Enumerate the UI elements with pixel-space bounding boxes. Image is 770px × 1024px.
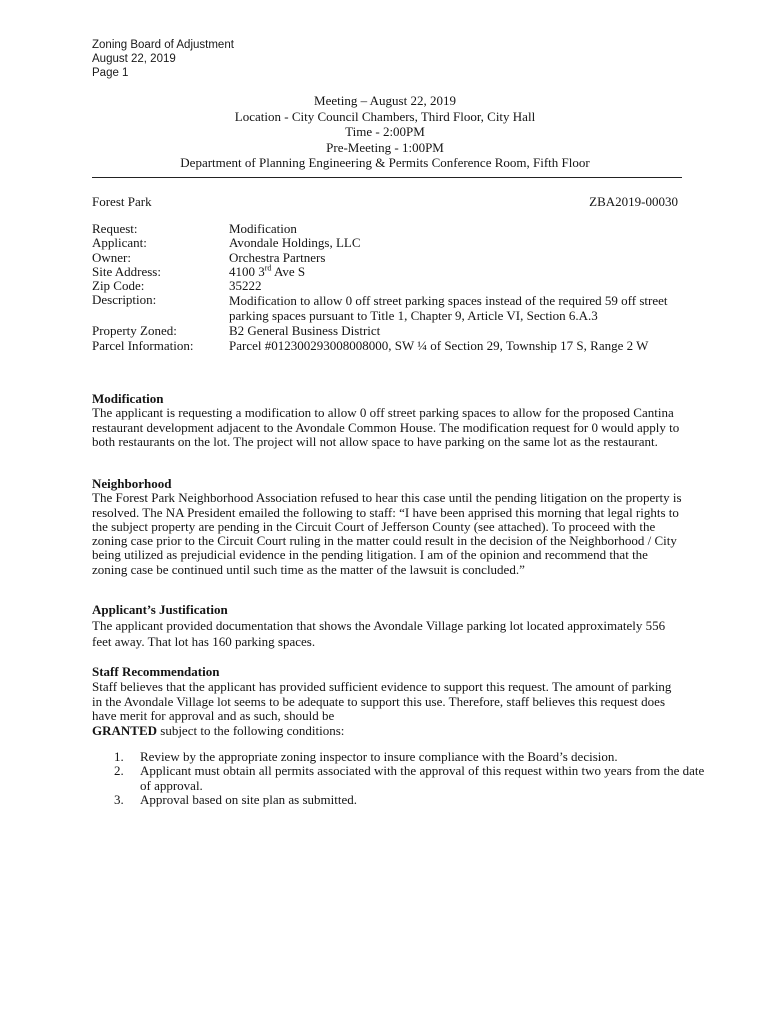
owner-label: Owner: (92, 249, 131, 265)
request-value: Modification (229, 221, 297, 236)
parcel-row (92, 339, 684, 353)
address-label: Site Address: (92, 263, 161, 279)
address-number: 4100 3 (229, 263, 265, 279)
condition-item (114, 793, 714, 807)
recommendation-heading: Staff Recommendation (92, 664, 220, 679)
address-street: Ave S (271, 263, 306, 279)
address-row (92, 265, 684, 279)
condition-number: 3. (114, 792, 124, 808)
zip-row (92, 279, 684, 293)
pre-meeting-time: Pre-Meeting - 1:00PM (326, 139, 444, 155)
page-header (92, 38, 234, 80)
address-value (229, 265, 684, 279)
applicant-row (92, 236, 684, 250)
modification-section (92, 392, 684, 449)
condition-item (114, 764, 714, 793)
condition-text: Review by the appropriate zoning inspector to insure compliance with the Board’s decision. (140, 749, 618, 764)
owner-row (92, 251, 684, 265)
granted-text: GRANTED (92, 723, 158, 739)
meeting-info (0, 93, 770, 171)
description-row (92, 293, 684, 323)
meeting-location: Location - City Council Chambers, Third Floor, City Hall (234, 108, 536, 124)
parcel-value: Parcel #012300293008008000, SW ¼ of Section 29, Township 17 S, Range 2 W (229, 337, 649, 353)
zip-value: 35222 (229, 278, 262, 294)
meeting-time: Time - 2:00PM (345, 124, 425, 139)
page-number: Page 1 (92, 67, 129, 79)
condition-item (114, 750, 714, 764)
condition-text: Applicant must obtain all permits associated with the approval of this request within two years from the date of approval. (140, 763, 705, 793)
recommendation-section (92, 665, 684, 739)
board-name: Zoning Board of Adjustment (92, 39, 234, 51)
neighborhood-text: The Forest Park Neighborhood Association refused to hear this case until the pending litigation on the property is resolved. The NA President emailed the following to staff: “I have been apprised this morning that legal rights to the subject property are pending in the Circuit Court of Jefferson County (see attached). To proceed with the zoning case prior to the Circuit Court ruling in the matter could result in the decision of the Neighborhood / City being utilized as prejudicial evidence in the pending litigation. I am of the opinion and recommend that the zoning case be continued until such time as the matter of the lawsuit is concluded.” (92, 490, 682, 577)
case-number: ZBA2019-00030 (589, 194, 678, 209)
zoned-value: B2 General Business District (229, 323, 381, 339)
description-value: Modification to allow 0 off street parking spaces instead of the required 59 off street parking spaces pursuant to Title 1, Chapter 9, Article VI, Section 6.A.3 (229, 293, 668, 324)
justification-section (92, 602, 684, 650)
zoned-label: Property Zoned: (92, 323, 177, 339)
zoned-row (92, 324, 684, 338)
recommendation-body: Staff believes that the applicant has provided sufficient evidence to support this request. The amount of parking in the Avondale Village lot seems to be adequate to support this use. Therefore, staff believes this request does have merit for approval and as such, should be (92, 678, 672, 724)
condition-text: Approval based on site plan as submitted. (140, 792, 357, 808)
request-label: Request: (92, 221, 138, 236)
request-row (92, 222, 684, 236)
neighborhood-heading: Neighborhood (92, 476, 172, 491)
parcel-label: Parcel Information: (92, 337, 194, 353)
justification-heading: Applicant’s Justification (92, 602, 228, 617)
modification-heading: Modification (92, 391, 164, 406)
description-label: Description: (92, 292, 157, 308)
neighborhood-section (92, 477, 684, 577)
header-divider (92, 177, 682, 178)
applicant-value: Avondale Holdings, LLC (229, 235, 361, 251)
case-name: Forest Park (92, 194, 152, 209)
condition-number: 1. (114, 749, 124, 764)
condition-number: 2. (114, 763, 124, 779)
address-ordinal: rd (264, 263, 272, 273)
header-date: August 22, 2019 (92, 53, 176, 65)
owner-value: Orchestra Partners (229, 249, 326, 265)
zip-label: Zip Code: (92, 278, 145, 294)
applicant-label: Applicant: (92, 235, 147, 251)
modification-text: The applicant is requesting a modification to allow 0 off street parking spaces to allow for the proposed Cantina restaurant development adjacent to the Avondale Common House. The modification request for 0 would apply to both restaurants on the lot. The project will not allow space to have parking on the same lot as the restaurant. (92, 405, 680, 449)
case-details (92, 222, 684, 353)
pre-meeting-location: Department of Planning Engineering & Permits Conference Room, Fifth Floor (180, 155, 590, 170)
meeting-title: Meeting – August 22, 2019 (314, 93, 456, 108)
justification-text: The applicant provided documentation that shows the Avondale Village parking lot located approximately 556 feet away. That lot has 160 parking spaces. (92, 618, 666, 649)
recommendation-body-end: subject to the following conditions: (157, 723, 345, 739)
conditions-list (114, 750, 714, 808)
recommendation-text (92, 680, 684, 739)
